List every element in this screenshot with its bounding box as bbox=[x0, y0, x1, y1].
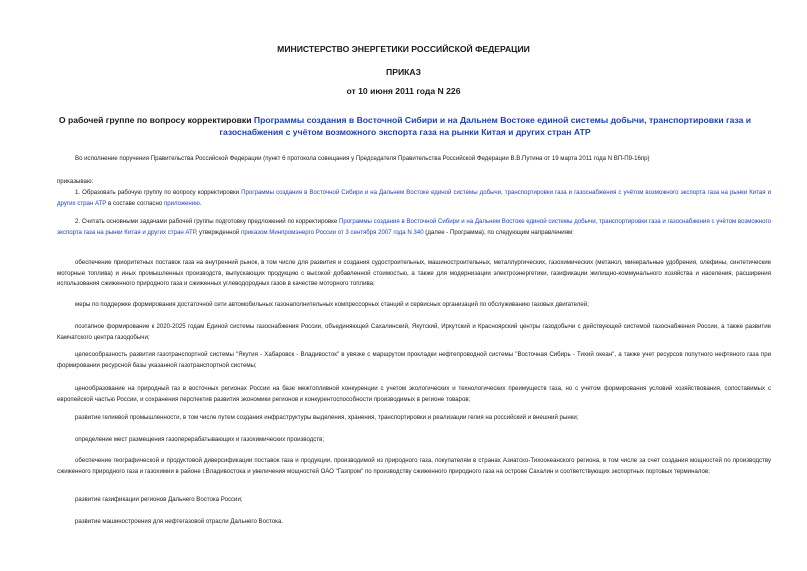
order-heading: ПРИКАЗ bbox=[386, 67, 421, 77]
list-item: развитие машиностроения для нефтегазовой отрасли Дальнего Востока. bbox=[75, 518, 284, 525]
paragraph-2 bbox=[57, 217, 771, 238]
order-340-link[interactable]: приказом Минпромэнерго России от 3 сентября 2007 года N 340 bbox=[241, 228, 424, 236]
list-item: обеспечение приоритетных поставок газа на внутренний рынок, в том числе для развития и создания судостроительных, машиностроительных, металлургических, газохимических (метанол, минеральные удобрения, олефины, синтетические моторные топлива) и иных промышленных производств, выпускающих продукцию с высокой добавленной стоимостью, а также для модернизации электроэнергетики, газификации жилищно-коммунального хозяйства и населения, расширения использования сжиженного природного газа и сжиженных углеводородных газов в качестве моторного топлива; bbox=[57, 259, 771, 288]
list-item: ценообразование на природный газ в восточных регионах России на базе межтопливной конкуренции с учетом экологических и технологических преимуществ газа, но с учетом формирования условий хозяйствования, сопоставимых с европейской частью России, и сохранения перспектив развития экономики регионов и конкурентоспособности производимых в регионе товаров; bbox=[57, 385, 771, 403]
intro-paragraph: Во исполнение поручения Правительства Российской Федерации (пункт 6 протокола совещания у Председателя Правительства Российской Федерации В.В.Путина от 19 марта 2011 года N ВП-П9-16пр) bbox=[75, 155, 650, 162]
p1-middle: в составе согласно bbox=[106, 199, 164, 207]
list-item: целесообразность развития газотранспортной системы "Якутия - Хабаровск - Владивосток" в увязке с маршрутом прокладки нефтепроводной системы "Восточная Сибирь - Тихий океан", а также учет ресурсов попутного нефтяного газа при формировании ресурсной базы указанной газотранспортной системы; bbox=[57, 351, 771, 369]
list-item: поэтапное формирование к 2020-2025 годам Единой системы газоснабжения России, объединяющей Сахалинский, Якутский, Иркутский и Красноярский центры газодобычи с действующей системой газоснабжения России, а также развитие Камчатского центра газодобычи; bbox=[57, 323, 771, 341]
ministry-name: МИНИСТЕРСТВО ЭНЕРГЕТИКИ РОССИЙСКОЙ ФЕДЕРАЦИИ bbox=[277, 44, 530, 54]
paragraph-1 bbox=[57, 188, 771, 209]
order-date: от 10 июня 2011 года N 226 bbox=[346, 86, 461, 96]
list-item: определение мест размещения газоперерабатывающих и газохимических производств; bbox=[75, 436, 325, 443]
p1-program-link[interactable]: Программы создания в Восточной Сибири и на Дальнем Востоке единой системы добычи, транспортировки газа и газоснабжения с учётом возможного экспорта газа на рынки Китая и других стран АТР bbox=[57, 189, 772, 207]
p2-suffix: (далее - Программа), по следующим направлениям: bbox=[423, 228, 574, 236]
document-title bbox=[40, 114, 770, 138]
list-item: обеспечение географической и продуктовой диверсификации поставок газа и продукции, производимой из природного газа, покупателям в странах Азиатско-Тихоокеанского региона, в том числе за счет создания мощностей по производству сжиженного природного газа и газохимии в районе г.Владивостока и увеличения мощностей ОАО "Газпром" по производству сжиженного природного газа на острове Сахалин и соответствующих экспортных портовых терминалов; bbox=[57, 457, 771, 475]
title-prefix: О рабочей группе по вопросу корректировки bbox=[58, 115, 254, 125]
list-item: меры по поддержке формирования достаточной сети автомобильных газонаполнительных компрессорных станций и сервисных организаций по обслуживанию газовых двигателей; bbox=[75, 301, 589, 308]
p1-prefix: 1. Образовать рабочую группу по вопросу корректировки bbox=[75, 189, 242, 196]
appendix-link[interactable]: приложению bbox=[163, 199, 200, 207]
list-item: развитие гелиевой промышленности, в том числе путем создания инфраструктуры выделения, хранения, транспортировки и реализации гелия на российский и внешний рынки; bbox=[75, 414, 579, 421]
list-item: развитие газификации регионов Дальнего Востока России; bbox=[75, 496, 243, 503]
p2-middle: , утвержденной bbox=[195, 228, 242, 236]
p1-suffix: . bbox=[199, 199, 202, 207]
order-word: приказываю: bbox=[57, 178, 94, 185]
program-link[interactable]: Программы создания в Восточной Сибири и на Дальнем Востоке единой системы добычи, транспортировки газа и газоснабжения с учётом возможного экспорта газа на рынки Китая и других стран АТР bbox=[219, 115, 752, 137]
p2-prefix: 2. Считать основными задачами рабочей группы подготовку предложений по корректировке bbox=[75, 218, 339, 225]
p2-program-link[interactable]: Программы создания в Восточной Сибири и на Дальнем Востоке единой системы добычи, транспортировки газа и газоснабжения с учётом возможного экспорта газа на рынки Китая и других стран АТР bbox=[57, 218, 771, 236]
